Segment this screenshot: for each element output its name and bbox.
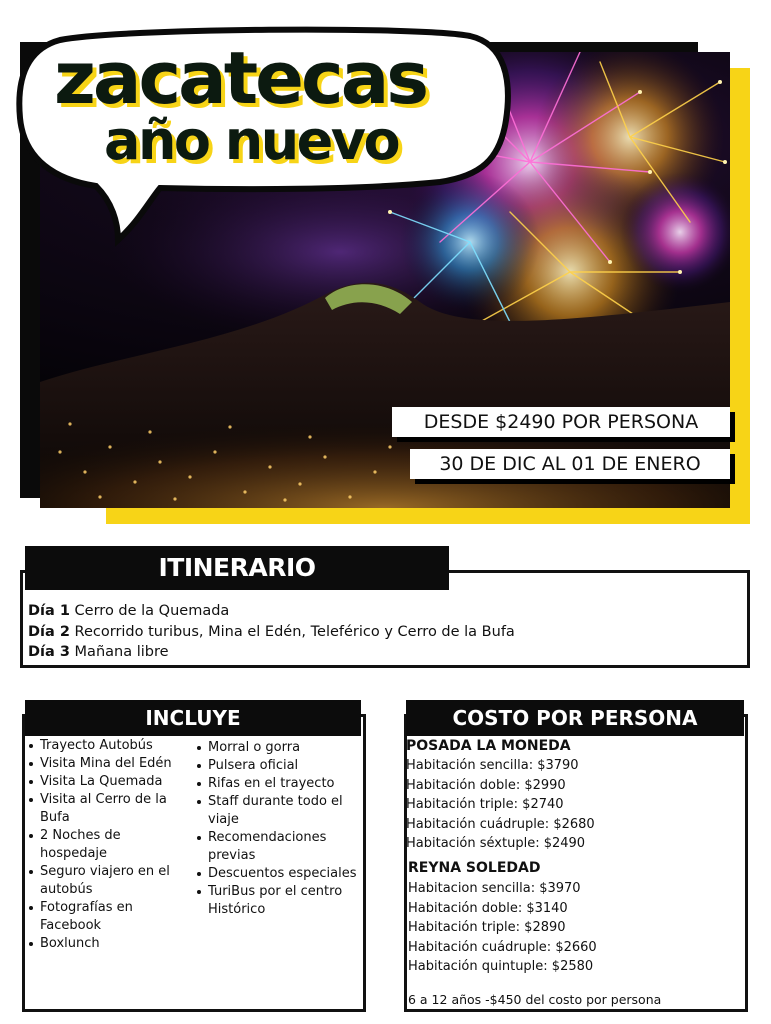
itinerary-day-1 xyxy=(28,601,515,622)
itinerary-day-text: Mañana libre xyxy=(74,644,169,660)
list-item: Descuentos especiales xyxy=(194,865,364,883)
list-item: Visita La Quemada xyxy=(26,773,188,791)
itinerary-day-3 xyxy=(28,642,515,663)
list-item: 2 Noches de hospedaje xyxy=(26,827,188,863)
list-item: Fotografías en Facebook xyxy=(26,899,188,935)
itinerary-header: ITINERARIO xyxy=(25,546,449,590)
list-item: Seguro viajero en el autobús xyxy=(26,863,188,899)
rates-list-reyna-soledad xyxy=(408,879,597,977)
itinerary-list xyxy=(28,601,515,663)
rate-item: Habitación triple: $2890 xyxy=(408,920,566,935)
itinerary-day-label: Día 1 xyxy=(28,603,70,619)
list-item: Rifas en el trayecto xyxy=(194,775,364,793)
list-item: Visita al Cerro de la Bufa xyxy=(26,791,188,827)
list-item: Trayecto Autobús xyxy=(26,737,188,755)
rate-item: Habitación cuádruple: $2660 xyxy=(408,939,597,955)
list-item: TuriBus por el centro Histórico xyxy=(194,883,364,919)
price-from-banner: DESDE $2490 POR PERSONA xyxy=(392,407,730,437)
list-item: Visita Mina del Edén xyxy=(26,755,188,773)
dates-banner: 30 DE DIC AL 01 DE ENERO xyxy=(410,449,730,479)
costs-header: COSTO POR PERSONA xyxy=(406,700,744,736)
hotel-name-reyna-soledad: REYNA SOLEDAD xyxy=(408,860,541,876)
kids-discount-note: 6 a 12 años -$450 del costo por persona xyxy=(408,992,662,1007)
rate-item: Habitación quintuple: $2580 xyxy=(408,959,594,974)
itinerary-day-label: Día 2 xyxy=(28,623,70,640)
itinerary-day-2 xyxy=(28,622,515,643)
itinerary-day-text: Recorrido turibus, Mina el Edén, Teleférico y Cerro de la Bufa xyxy=(74,623,515,640)
rates-list-posada-la-moneda xyxy=(406,756,595,854)
includes-header: INCLUYE xyxy=(25,700,361,736)
rate-item: Habitación doble: $2990 xyxy=(406,777,566,793)
title-ano-nuevo: año nuevo xyxy=(104,109,399,172)
list-item: Pulsera oficial xyxy=(194,757,364,775)
rate-item: Habitación doble: $3140 xyxy=(408,900,568,916)
list-item: Morral o gorra xyxy=(194,739,364,757)
rate-item: Habitacion sencilla: $3970 xyxy=(408,881,581,896)
hotel-name-posada-la-moneda: POSADA LA MONEDA xyxy=(406,738,571,754)
list-item: Recomendaciones previas xyxy=(194,829,364,865)
title-zacatecas: zacatecas xyxy=(54,36,427,120)
includes-column-1 xyxy=(26,737,188,953)
itinerary-day-label: Día 3 xyxy=(28,644,70,660)
itinerary-day-text: Cerro de la Quemada xyxy=(74,603,230,619)
rate-item: Habitación cuádruple: $2680 xyxy=(406,816,595,832)
rate-item: Habitación triple: $2740 xyxy=(406,797,564,812)
includes-column-2 xyxy=(194,739,364,919)
list-item: Staff durante todo el viaje xyxy=(194,793,364,829)
rate-item: Habitación sencilla: $3790 xyxy=(406,758,579,773)
rate-item: Habitación séxtuple: $2490 xyxy=(406,836,586,851)
list-item: Boxlunch xyxy=(26,935,188,953)
